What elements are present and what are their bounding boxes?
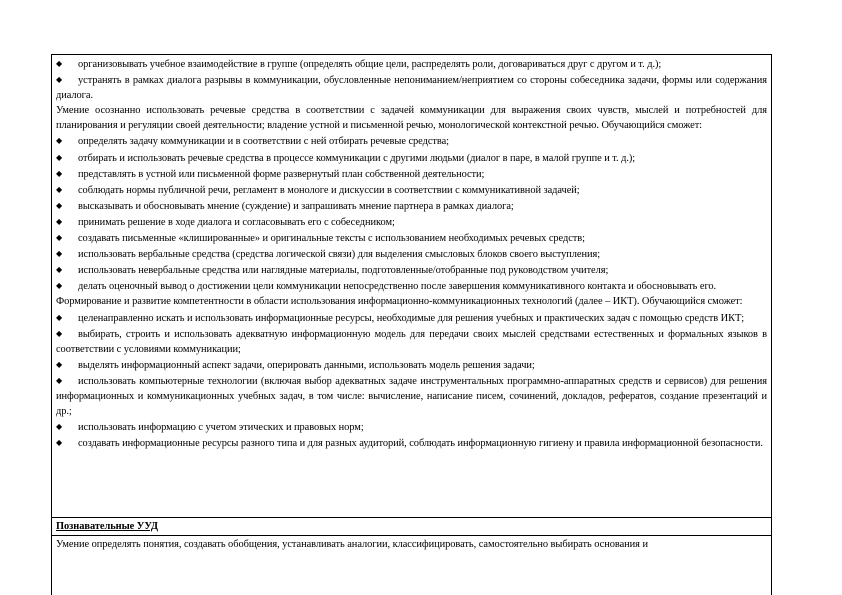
cognitive-uud-cell bbox=[52, 536, 771, 576]
skill-intro-paragraph: Умение осознанно использовать речевые средства в соответствии с задачей коммуникации для выражения своих чувств, мыслей и потребностей для планирования и регуляции своей деятельности; владение устной и письменной речью, монологической контекстной речью. Обучающийся сможет: bbox=[56, 105, 767, 132]
bullet-icon: ◆ bbox=[56, 265, 63, 275]
list-item: ◆ делать оценочный вывод о достижении цели коммуникации непосредственно после завершения коммуникативного контакта и обосновывать его. bbox=[56, 278, 767, 294]
bullet-icon: ◆ bbox=[56, 249, 63, 259]
bullet-icon: ◆ bbox=[56, 216, 63, 226]
bullet-icon: ◆ bbox=[56, 168, 63, 178]
section-header: Познавательные УУД bbox=[56, 521, 158, 532]
bullet-icon: ◆ bbox=[56, 281, 63, 291]
bullet-icon: ◆ bbox=[56, 136, 63, 146]
list-item: ◆ выбирать, строить и использовать адекватную информационную модель для передачи своих мыслей средствами естественных и формальных языков в соответствии с условиями коммуникации; bbox=[56, 326, 767, 357]
list-item: ◆ высказывать и обосновывать мнение (суждение) и запрашивать мнение партнера в рамках диалога; bbox=[56, 198, 767, 214]
bullet-icon: ◆ bbox=[56, 75, 63, 85]
bullet-icon: ◆ bbox=[56, 328, 63, 338]
list-item: ◆ соблюдать нормы публичной речи, регламент в монологе и дискуссии в соответствии с коммуникативной задачей; bbox=[56, 182, 767, 198]
section-header-cell bbox=[52, 518, 771, 535]
uud-table bbox=[51, 54, 772, 595]
bullet-icon: ◆ bbox=[56, 375, 63, 385]
list-item: ◆ выделять информационный аспект задачи, оперировать данными, использовать модель решения задачи; bbox=[56, 357, 767, 373]
bullet-icon: ◆ bbox=[56, 233, 63, 243]
bullet-icon: ◆ bbox=[56, 422, 63, 432]
list-item: ◆ представлять в устной или письменной форме развернутый план собственной деятельности; bbox=[56, 166, 767, 182]
bullet-icon: ◆ bbox=[56, 152, 63, 162]
bullet-icon: ◆ bbox=[56, 312, 63, 322]
list-item: ◆ устранять в рамках диалога разрывы в коммуникации, обусловленные непониманием/неприятием со стороны собеседника задачи, формы или содержания диалога. bbox=[56, 72, 767, 103]
ict-intro-paragraph: Формирование и развитие компетентности в области использования информационно-коммуникационных технологий (далее – ИКТ). Обучающийся сможет: bbox=[56, 296, 743, 308]
list-item: ◆ создавать информационные ресурсы разного типа и для разных аудиторий, соблюдать информационную гигиену и правила информационной безопасности. bbox=[56, 435, 767, 451]
list-item: ◆ использовать вербальные средства (средства логической связи) для выделения смысловых блоков своего выступления; bbox=[56, 246, 767, 262]
list-item: ◆ использовать компьютерные технологии (включая выбор адекватных задаче инструментальных программно-аппаратных средств и сервисов) для решения информационных и коммуникационных учебных задач, в том числе: вычисление, написание писем, сочинений, докладов, рефератов, создание презентаций и др.; bbox=[56, 373, 767, 419]
bullet-icon: ◆ bbox=[56, 438, 63, 448]
bullet-icon: ◆ bbox=[56, 359, 63, 369]
communicative-uud-cell bbox=[52, 55, 771, 517]
cognitive-intro-paragraph: Умение определять понятия, создавать обобщения, устанавливать аналогии, классифицировать, самостоятельно выбирать основания и bbox=[56, 539, 648, 550]
list-item: ◆ определять задачу коммуникации и в соответствии с ней отбирать речевые средства; bbox=[56, 133, 767, 149]
list-item: ◆ принимать решение в ходе диалога и согласовывать его с собеседником; bbox=[56, 214, 767, 230]
list-item: ◆ отбирать и использовать речевые средства в процессе коммуникации с другими людьми (диалог в паре, в малой группе и т. д.); bbox=[56, 150, 767, 166]
list-item: ◆ организовывать учебное взаимодействие в группе (определять общие цели, распределять роли, договариваться друг с другом и т. д.); bbox=[56, 56, 767, 72]
bullet-icon: ◆ bbox=[56, 200, 63, 210]
bullet-icon: ◆ bbox=[56, 59, 63, 68]
list-item: ◆ целенаправленно искать и использовать информационные ресурсы, необходимые для решения учебных и практических задач с помощью средств ИКТ; bbox=[56, 310, 767, 326]
list-item: ◆ создавать письменные «клишированные» и оригинальные тексты с использованием необходимых речевых средств; bbox=[56, 230, 767, 246]
list-item: ◆ использовать информацию с учетом этических и правовых норм; bbox=[56, 419, 767, 435]
list-item: ◆ использовать невербальные средства или наглядные материалы, подготовленные/отобранные под руководством учителя; bbox=[56, 262, 767, 278]
bullet-icon: ◆ bbox=[56, 184, 63, 194]
